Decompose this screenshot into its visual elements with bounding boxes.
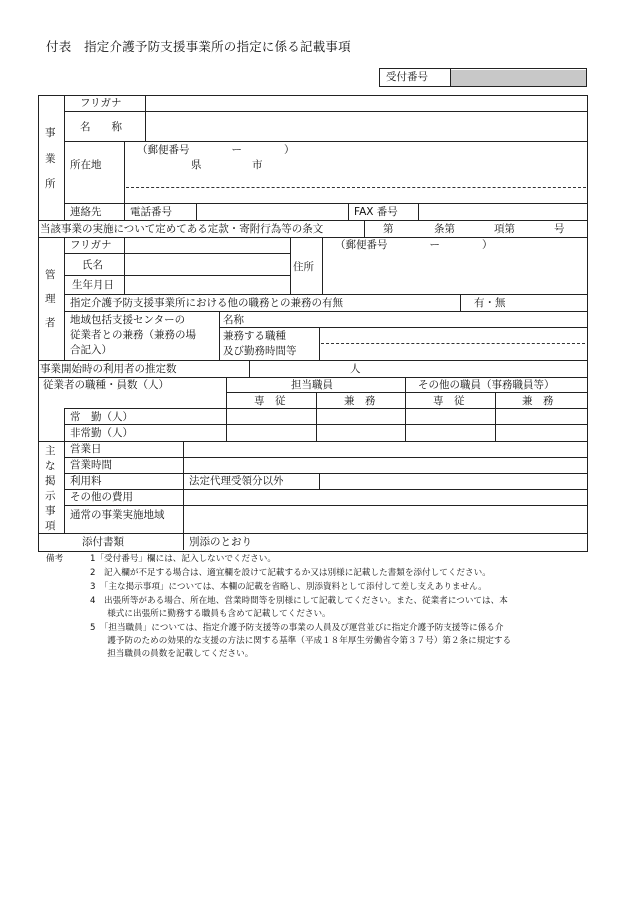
staff-sub-1: 専 従 (254, 395, 286, 407)
postings-side-5: 事 (45, 505, 56, 517)
articles-jodai: 条第 (434, 223, 455, 235)
manager-concurrent-value[interactable]: 有・無 (474, 297, 506, 309)
staff-cell[interactable] (317, 409, 405, 424)
office-address-label: 所在地 (70, 159, 102, 171)
manager-residence-label: 住所 (293, 261, 314, 273)
articles-label: 当該事業の実施について定めてある定款・寄附行為等の条文 (40, 223, 324, 235)
center-label-line-2: 従業者との兼務（兼務の場 (70, 329, 196, 341)
staff-sub-2: 兼 務 (344, 395, 376, 407)
postings-side-2: な (45, 460, 56, 472)
manager-side-label-2: 理 (45, 293, 56, 305)
office-side-label-3: 所 (45, 178, 56, 190)
note-line: 4 出張所等がある場合、所在地、営業時間等を別様にして記載してください。また、従業者については、本 (90, 596, 508, 606)
estimate-unit: 人 (350, 363, 361, 375)
manager-furigana-label: フリガナ (70, 239, 112, 251)
center-name-field[interactable] (320, 312, 586, 327)
office-city: 市 (252, 159, 263, 171)
articles-dai: 第 (383, 223, 394, 235)
manager-postal: （郵便番号 ー ） (335, 239, 493, 251)
note-line: 1「受付番号」欄には、記入しないでください。 (90, 554, 276, 564)
office-furigana-label: フリガナ (80, 97, 122, 109)
postings-side-4: 示 (45, 490, 56, 502)
staff-group-1: 担当職員 (291, 379, 333, 391)
office-furigana-field[interactable] (146, 96, 586, 111)
staff-sub-4: 兼 務 (522, 395, 554, 407)
staff-cell[interactable] (496, 425, 586, 441)
office-name-label: 名 称 (80, 121, 122, 133)
articles-go: 号 (554, 223, 565, 235)
notes-head: 備考 (46, 554, 64, 564)
postings-fee-label: 利用料 (70, 475, 102, 487)
postings-side-1: 主 (45, 445, 56, 457)
postings-area-field[interactable] (184, 506, 586, 533)
postings-days-field[interactable] (184, 442, 586, 457)
postings-other-label: その他の費用 (70, 491, 133, 503)
manager-side-label-3: 者 (45, 317, 56, 329)
office-address-field[interactable] (125, 142, 586, 203)
manager-birthdate-label: 生年月日 (72, 279, 114, 291)
articles-kodai: 項第 (494, 223, 515, 235)
office-fax-label: FAX 番号 (354, 206, 398, 218)
staff-cell[interactable] (406, 425, 495, 441)
staff-group-2: その他の職員（事務職員等） (418, 379, 555, 391)
office-contact-label: 連絡先 (70, 206, 102, 218)
office-side-label-2: 業 (45, 153, 56, 165)
postings-days-label: 営業日 (70, 443, 102, 455)
manager-name-field[interactable] (125, 254, 290, 275)
manager-furigana-field[interactable] (125, 238, 290, 253)
note-line: 5 「担当職員」については、指定介護予防支援等の事業の人員及び運営並びに指定介護予防支援等に係る介 (90, 623, 504, 633)
office-phone-field[interactable] (197, 204, 348, 220)
office-phone-label: 電話番号 (130, 206, 172, 218)
office-side-label-1: 事 (45, 127, 56, 139)
receipt-number-field[interactable] (451, 70, 586, 86)
staff-cell[interactable] (317, 425, 405, 441)
manager-name-label: 氏名 (82, 259, 103, 271)
center-duty-field[interactable] (320, 328, 586, 360)
page-title: 付表 指定介護予防支援事業所の指定に係る記載事項 (46, 39, 351, 54)
manager-birthdate-field[interactable] (125, 276, 290, 294)
office-fax-field[interactable] (419, 204, 586, 220)
postings-side-3: 掲 (45, 475, 56, 487)
postings-fee-field[interactable] (320, 474, 586, 489)
manager-concurrent-label: 指定介護予防支援事業所における他の職務との兼務の有無 (70, 297, 343, 309)
center-name-label: 名称 (223, 314, 244, 326)
postings-area-label: 通常の事業実施地域 (70, 509, 165, 521)
postings-hours-field[interactable] (184, 458, 586, 473)
estimate-label: 事業開始時の利用者の推定数 (40, 363, 177, 375)
staff-sub-3: 専 従 (433, 395, 465, 407)
staff-cell[interactable] (227, 425, 316, 441)
office-prefecture: 県 (191, 159, 202, 171)
staff-row-fulltime: 常 勤（人） (70, 411, 133, 423)
office-postal: （郵便番号 ー ） (137, 144, 295, 156)
receipt-label: 受付番号 (386, 71, 428, 83)
staff-row-parttime: 非常勤（人） (70, 427, 133, 439)
note-line: 2 記入欄が不足する場合は、適宜欄を設けて記載するか又は別様に記載した書類を添付してください。 (90, 568, 491, 578)
center-duty-label-1: 兼務する職種 (223, 330, 286, 342)
note-line: 様式に出張所に勤務する職員も含めて記載してください。 (90, 609, 331, 619)
note-line: 3 「主な掲示事項」については、本欄の記載を省略し、別添資料として添付して差し支えありません。 (90, 582, 487, 592)
attachments-label: 添付書類 (82, 536, 124, 548)
postings-side-6: 項 (45, 520, 56, 532)
staff-cell[interactable] (406, 409, 495, 424)
staff-cell[interactable] (227, 409, 316, 424)
center-label-line-1: 地域包括支援センターの (70, 314, 186, 326)
center-label-line-3: 合記入） (70, 344, 112, 356)
postings-other-field[interactable] (184, 490, 586, 505)
note-line: 担当職員の員数を記載してください。 (90, 649, 254, 659)
manager-residence-field[interactable] (323, 238, 586, 294)
attachments-value: 別添のとおり (189, 536, 252, 548)
postings-hours-label: 営業時間 (70, 459, 112, 471)
estimate-field[interactable] (250, 361, 346, 377)
office-name-field[interactable] (146, 112, 586, 141)
staff-header: 従業者の職種・員数（人） (43, 379, 169, 391)
manager-side-label-1: 管 (45, 269, 56, 281)
postings-fee-sub: 法定代理受領分以外 (189, 475, 284, 487)
center-duty-label-2: 及び勤務時間等 (223, 345, 297, 357)
note-line: 護予防のための効果的な支援の方法に関する基準（平成１８年厚生労働省令第３７号）第２条に規定する (90, 636, 512, 646)
staff-cell[interactable] (496, 409, 586, 424)
